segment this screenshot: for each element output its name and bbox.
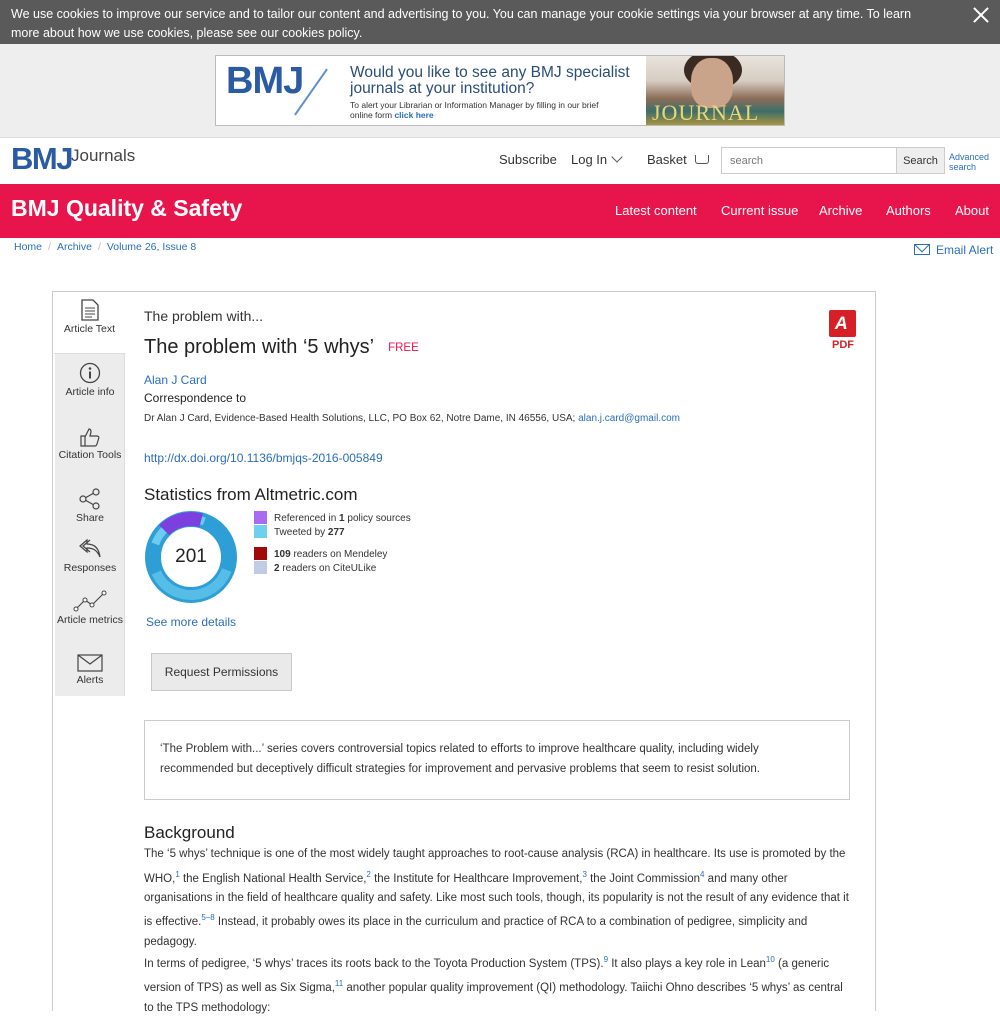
advanced-search-link[interactable]: Advanced search	[949, 152, 990, 172]
nav-current-issue[interactable]: Current issue	[721, 203, 799, 218]
breadcrumb-issue[interactable]: Volume 26, Issue 8	[106, 241, 197, 253]
legend-policy: Referenced in 1 policy sources	[254, 511, 411, 524]
close-icon[interactable]	[972, 6, 990, 24]
correspondence-label: Correspondence to	[144, 391, 247, 405]
pdf-icon: A	[829, 310, 856, 337]
ref-link[interactable]: 2	[366, 869, 371, 879]
ref-link[interactable]: 9	[603, 955, 609, 964]
article-kicker: The problem with...	[144, 308, 264, 324]
ad-photo	[646, 56, 785, 126]
legend-twitter: Tweeted by 277	[254, 525, 345, 538]
pdf-download[interactable]	[829, 310, 857, 351]
ref-link[interactable]: 10	[765, 955, 775, 964]
sidebar-item-article-text[interactable]: Article Text	[54, 293, 126, 354]
ad-photo-text: JOURNAL	[652, 100, 760, 125]
nav-authors[interactable]: Authors	[886, 203, 931, 218]
info-icon	[79, 362, 101, 384]
altmetric-title: Statistics from Altmetric.com	[144, 485, 358, 504]
background-paragraph-1: The ‘5 whys’ technique is one of the most widely taught approaches to root-cause analysis (RCA) in healthcare. Its use is promoted by the WHO,$^1$ the English National Health Service,$^2$ the Institute for Healthcare Improvement,$^3$ the Joint Commission$^4$ and many other organisations in the field of healthcare quality and safety. Like most such tools, though, its popularity is not the result of any evidence that it is effective.$^{5-8}$ Instead, it probably owes its place in the curriculum and practice of RCA to a combination of pedigree, simplicity and pedagogy.	[144, 848, 849, 948]
envelope-icon	[914, 244, 930, 255]
document-icon	[81, 299, 99, 321]
author-link[interactable]: Alan J Card	[144, 373, 207, 387]
breadcrumb-archive[interactable]: Archive	[56, 241, 92, 253]
legend-swatch-citeulike	[254, 561, 267, 574]
cookie-text: We use cookies to improve our service and to tailor our content and advertising to you. You can manage your cookie settings via your browser at any time. To learn more about how we use cookies, please see our cookies policy.	[11, 7, 912, 40]
reply-icon	[78, 538, 102, 560]
legend-swatch-policy	[254, 511, 267, 524]
legend-swatch-twitter	[254, 525, 267, 538]
chevron-down-icon	[611, 151, 622, 162]
subscribe-link[interactable]: Subscribe	[499, 152, 557, 167]
cookie-banner	[0, 0, 1000, 44]
pdf-label: PDF	[832, 339, 854, 351]
envelope-icon	[77, 654, 103, 672]
nav-archive[interactable]: Archive	[819, 203, 863, 218]
altmetric-score: 201	[175, 546, 207, 567]
background-paragraph-2: In terms of pedigree, ‘5 whys’ traces its roots back to the Toyota Production System (TPS).$^9$ It also plays a key role in Lean$^{10}$ (a generic version of TPS) as well as Six Sigma,$^{11}$ another popular quality improvement (QI) methodology. Taiichi Ohno describes ‘5 whys’ as central to the TPS methodology:	[144, 955, 843, 1014]
metrics-icon	[73, 590, 107, 612]
correspondence-email[interactable]: alan.j.card@gmail.com	[578, 413, 680, 424]
ref-link[interactable]: 11	[334, 979, 344, 989]
ad-small-text: To alert your Librarian or Information Manager by filling in our brief online form click here	[350, 100, 599, 120]
sidebar-item-alerts[interactable]: Alerts	[55, 654, 125, 686]
email-alert-link[interactable]: Email Alert	[914, 243, 993, 257]
breadcrumb-home[interactable]: Home	[14, 241, 43, 253]
ref-link[interactable]: 5–8	[201, 913, 215, 923]
brand-bmj: BMJ	[11, 141, 72, 176]
journal-bar	[0, 184, 1000, 238]
background-heading: Background	[144, 823, 235, 842]
series-box: ‘The Problem with...’ series covers controversial topics related to efforts to improve healthcare quality, including widely recommended but deceptively difficult strategies for improvement and pervasive problems that seem to resist solution.	[144, 720, 850, 800]
bmj-journals-logo[interactable]	[11, 141, 136, 177]
search-input[interactable]	[721, 147, 897, 174]
sidebar-item-article-metrics[interactable]: Article metrics	[55, 590, 125, 626]
nav-about[interactable]: About	[955, 203, 989, 218]
legend-mendeley: 109 readers on Mendeley	[254, 547, 387, 560]
nav-latest-content[interactable]: Latest content	[615, 203, 697, 218]
sidebar-item-article-info[interactable]: Article info	[55, 362, 125, 398]
altmetric-donut[interactable]	[144, 510, 238, 609]
article-title: The problem with ‘5 whys’ FREE	[144, 336, 419, 358]
breadcrumb: Home / Archive / Volume 26, Issue 8	[14, 241, 197, 253]
legend-citeulike: 2 readers on CiteULike	[254, 561, 376, 574]
ad-headline: Would you like to see any BMJ specialist journals at your institution?	[350, 64, 630, 97]
legend-swatch-mendeley	[254, 547, 267, 560]
doi-link[interactable]: http://dx.doi.org/10.1136/bmjqs-2016-005849	[144, 451, 383, 465]
brand-journals: Journals	[71, 146, 136, 165]
sidebar-item-responses[interactable]: Responses	[55, 538, 125, 574]
correspondence-text: Dr Alan J Card, Evidence-Based Health Solutions, LLC, PO Box 62, Notre Dame, IN 46556, USA; alan.j.card@gmail.com	[144, 413, 680, 424]
ref-link[interactable]: 4	[700, 869, 705, 879]
ad-band	[0, 44, 1000, 137]
basket-link[interactable]: Basket	[647, 152, 709, 167]
ref-link[interactable]: 1	[175, 869, 180, 879]
ad-click-here-link[interactable]: click here	[394, 110, 434, 120]
sidebar-item-citation-tools[interactable]: Citation Tools	[55, 427, 125, 461]
ad-banner[interactable]	[215, 55, 785, 126]
thumb-icon	[79, 427, 101, 447]
article-sidebar	[55, 293, 125, 696]
see-more-details-link[interactable]: See more details	[146, 615, 237, 629]
free-badge: FREE	[388, 342, 419, 354]
request-permissions-button[interactable]: Request Permissions	[151, 653, 292, 691]
search-button[interactable]: Search	[896, 147, 945, 174]
basket-icon	[695, 155, 709, 164]
masthead	[0, 137, 1000, 184]
login-link[interactable]: Log In	[571, 152, 621, 167]
share-icon	[79, 488, 101, 510]
journal-title[interactable]: BMJ Quality & Safety	[11, 195, 243, 221]
ad-logo: BMJ	[226, 60, 304, 102]
sidebar-item-share[interactable]: Share	[55, 488, 125, 524]
ref-link[interactable]: 3	[582, 869, 587, 879]
